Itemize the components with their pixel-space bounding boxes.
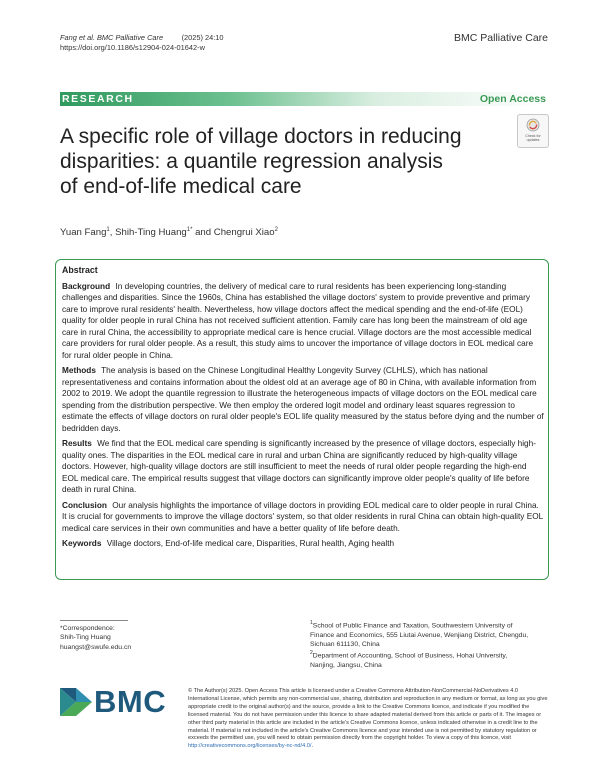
abstract-background bbox=[62, 281, 544, 362]
affiliations-block bbox=[310, 619, 550, 671]
results-label: Results bbox=[62, 439, 92, 448]
author-affiliation-marker: 1* bbox=[186, 227, 193, 233]
footnote-divider bbox=[60, 620, 128, 621]
abstract-methods bbox=[62, 365, 544, 434]
affiliation-line: Sichuan 611130, China bbox=[310, 641, 380, 649]
conclusion-label: Conclusion bbox=[62, 500, 107, 510]
affiliation-line: Nanjing, Jiangsu, China bbox=[310, 662, 382, 670]
abstract-results bbox=[62, 438, 544, 496]
author-affiliation-marker: 2 bbox=[274, 227, 278, 233]
citation-header bbox=[60, 33, 224, 53]
author-name[interactable]: Chengrui Xiao bbox=[213, 227, 275, 239]
affiliation-marker: 1 bbox=[310, 620, 313, 626]
affiliation-1 bbox=[310, 619, 550, 631]
abstract-conclusion bbox=[62, 500, 544, 535]
methods-text: The analysis is based on the Chinese Longitudinal Healthy Longevity Survey (CLHLS), which has national representativeness and contains information about the oldest old at an average age of 80 in China, with available information from 2002 to 2019. We adopt the quantile regression to illustrate the heterogeneous impacts of village doctors on the EOL medical care spending from the distribution perspective. We then employ the ordered logit model and ordinary least squares regression to estimate the effects of village doctors on rural older people's EOL life quality measured by the status before dying and the number of bedridden days. bbox=[62, 366, 544, 433]
check-for-updates-button[interactable] bbox=[517, 114, 549, 148]
affiliation-2 bbox=[310, 649, 550, 661]
correspondence-name: Shih-Ting Huang bbox=[60, 634, 111, 642]
check-updates-icon bbox=[526, 118, 540, 132]
affiliation-line: Department of Accounting, School of Business, Hohai University, bbox=[312, 652, 508, 660]
results-text: We find that the EOL medical care spending is significantly increased by the presence of village doctors, especially high-quality ones. The disparities in the EOL medical care in rural and urban China are significantly reduced by high-quality village doctors. However, high-quality village doctors are still insufficient to meet the needs of rural older people regarding the high-end EOL medical care. The empirical results suggest that village doctors can significantly improve older people's quality of life before death in rural China. bbox=[62, 439, 536, 494]
title-line: A specific role of village doctors in reducing bbox=[60, 125, 462, 148]
check-updates-text bbox=[518, 134, 548, 143]
citation-volume: (2025) 24:10 bbox=[181, 33, 224, 42]
conclusion-text: Our analysis highlights the importance of village doctors in providing EOL medical care to older people in rural China. It is crucial for governments to improve the village doctors' system, so that older residents in rural China can obtain high-quality EOL medical care services in their own communities and have a better quality of life before death. bbox=[62, 500, 543, 533]
bmc-logo-text: BMC bbox=[94, 684, 167, 719]
affiliation-marker: 2 bbox=[310, 650, 313, 657]
license-end: . bbox=[311, 743, 313, 750]
license-link[interactable]: http://creativecommons.org/licenses/by-nc-nd/4.0/ bbox=[188, 743, 312, 750]
background-label: Background bbox=[62, 281, 111, 291]
methods-label: Methods bbox=[62, 366, 96, 375]
abstract-content bbox=[62, 265, 544, 554]
citation-line bbox=[60, 33, 224, 43]
correspondence-label: *Correspondence: bbox=[60, 625, 115, 632]
keywords-text: Village doctors, End-of-life medical care, Disparities, Rural health, Aging health bbox=[106, 539, 395, 548]
title-line: of end-of-life medical care bbox=[60, 175, 302, 198]
keywords-label: Keywords bbox=[62, 539, 102, 548]
title-line: disparities: a quantile regression analysis bbox=[60, 150, 443, 173]
abstract-keywords bbox=[62, 538, 544, 550]
research-label: RESEARCH bbox=[62, 93, 134, 105]
doi-link[interactable]: https://doi.org/10.1186/s12904-024-01642-w bbox=[60, 43, 205, 52]
author-affiliation-marker: 1 bbox=[106, 227, 110, 233]
abstract-heading: Abstract bbox=[62, 265, 98, 275]
author-name[interactable]: Shih-Ting Huang bbox=[115, 227, 187, 239]
bmc-logo bbox=[60, 684, 178, 719]
citation-authors: Fang et al. BMC Palliative Care bbox=[60, 33, 164, 42]
author-name[interactable]: Yuan Fang bbox=[60, 227, 107, 239]
journal-name: BMC Palliative Care bbox=[454, 32, 548, 44]
article-title bbox=[60, 124, 500, 199]
license-body: © The Author(s) 2025. Open Access This article is licensed under a Creative Commons Attribution-NonCommercial-NoDerivatives 4.0 International License, which permits any non-commercial use, sharing, distribution and reproduction in any medium or format, as long as you give appropriate credit to the original author(s) and the source, provide a link to the Creative Commons licence, and indicate if you modified the licensed material. You do not have permission under this licence to share adapted material derived from this article or parts of it. The images or other third party material in this article are included in the article's Creative Commons licence, unless indicated otherwise in a credit line to the material. If material is not included in the article's Creative Commons licence and your intended use is not permitted by statutory regulation or exceeds the permitted use, you will need to obtain permission directly from the copyright holder. To view a copy of this licence, visit bbox=[188, 688, 548, 742]
bmc-logo-mark-icon bbox=[60, 688, 92, 718]
open-access-label: Open Access bbox=[479, 93, 546, 105]
author-list: Yuan Fang$^1$, Shih-Ting Huang$^{1*}$ and Chengrui Xiao$^2$ bbox=[60, 227, 278, 239]
affiliation-line: Finance and Economics, 555 Liutai Avenue, Wenjiang District, Chengdu, bbox=[310, 631, 529, 639]
author-conjunction: and bbox=[195, 227, 212, 239]
correspondence-email[interactable]: huangst@swufe.edu.cn bbox=[60, 643, 132, 651]
background-text: In developing countries, the delivery of medical care to rural residents has been experiencing long-standing challenges and disparities. Since the 1960s, China has established the village doctors' system to provide preventive and primary care to improve rural residents' health. Nevertheless, how village doctors affect the medical spending and the end-of-life (EOL) quality for older people in rural China has not received sufficient attention. Family care has long been the mainstream of old age care in rural China, the accessibility to appropriate medical care is hence crucial. Village doctors are the most accessible medical care providers for rural older people. As a result, this study aims to uncover the importance of village doctors in EOL medical care for rural older people in China. bbox=[62, 281, 534, 360]
correspondence-block bbox=[60, 624, 131, 652]
affiliation-line: School of Public Finance and Taxation, Southwestern University of bbox=[312, 622, 513, 630]
license-text bbox=[188, 688, 550, 751]
check-updates-line: Check for bbox=[525, 134, 541, 138]
check-updates-line: updates bbox=[526, 138, 540, 143]
